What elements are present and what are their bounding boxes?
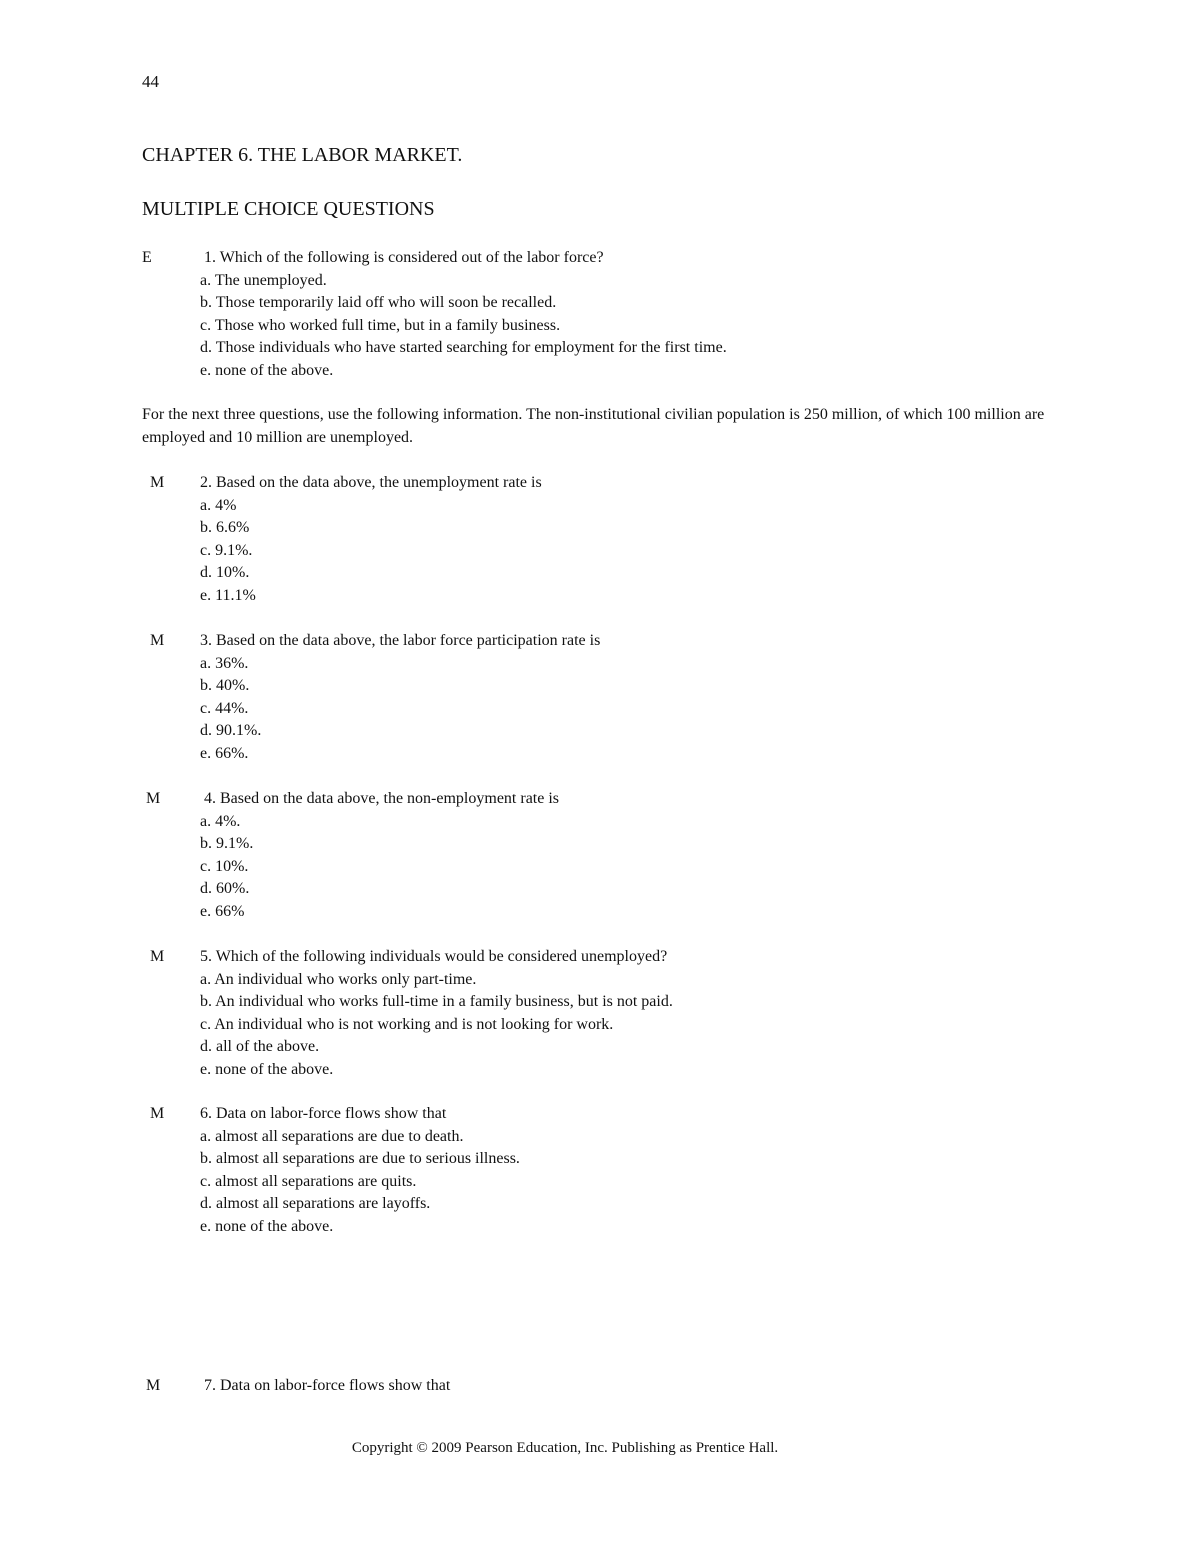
difficulty-label: M <box>150 948 165 965</box>
answer-option: b. almost all separations are due to serious illness. <box>200 1150 520 1168</box>
question-stem: 2. Based on the data above, the unemployment rate is <box>200 474 542 491</box>
answer-option: e. none of the above. <box>200 361 334 379</box>
answer-option: d. 90.1%. <box>200 722 262 740</box>
question-stem: 6. Data on labor-force flows show that <box>200 1105 447 1122</box>
difficulty-label: M <box>150 632 165 649</box>
intro-paragraph: For the next three questions, use the following information. The non-institutional civilian population is 250 million, of which 100 million are employed and 10 million are unemployed. <box>142 406 1045 446</box>
answer-option: d. almost all separations are layoffs. <box>200 1195 431 1213</box>
answer-option: b. An individual who works full-time in a family business, but is not paid. <box>200 993 673 1011</box>
answer-option: a. almost all separations are due to death. <box>200 1127 464 1145</box>
answer-option: d. 10%. <box>200 564 250 582</box>
copyright-footer <box>0 1440 1130 1457</box>
answer-option: d. 60%. <box>200 880 250 898</box>
answer-option: c. Those who worked full time, but in a family business. <box>200 316 561 334</box>
answer-option: c. 44%. <box>200 699 249 717</box>
answer-option: e. 11.1% <box>200 586 256 604</box>
difficulty-label: M <box>146 1377 161 1394</box>
answer-option: a. 36%. <box>200 654 249 672</box>
answer-option: c. An individual who is not working and is not looking for work. <box>200 1015 614 1033</box>
answer-option: a. 4% <box>200 496 237 514</box>
answer-option: b. 9.1%. <box>200 835 254 853</box>
answer-option: e. 66%. <box>200 744 249 762</box>
answer-options <box>200 495 256 608</box>
difficulty-label: E <box>142 249 152 266</box>
copyright-text: Copyright © 2009 Pearson Education, Inc. Publishing as Prentice Hall. <box>351 1440 779 1456</box>
question-stem: 7. Data on labor-force flows show that <box>204 1377 451 1394</box>
answer-options <box>200 969 673 1082</box>
answer-options <box>200 653 261 766</box>
question-stem: 1. Which of the following is considered out of the labor force? <box>204 249 604 266</box>
question-stem: 4. Based on the data above, the non-employment rate is <box>204 790 560 807</box>
answer-option: e. 66% <box>200 902 245 920</box>
answer-option: b. Those temporarily laid off who will soon be recalled. <box>200 294 557 312</box>
section-title: MULTIPLE CHOICE QUESTIONS <box>142 198 435 220</box>
answer-option: d. Those individuals who have started searching for employment for the first time. <box>200 339 727 357</box>
answer-option: e. none of the above. <box>200 1217 334 1235</box>
answer-options <box>200 270 727 383</box>
answer-option: c. 10%. <box>200 857 249 875</box>
chapter-title: CHAPTER 6. THE LABOR MARKET. <box>142 144 463 166</box>
question-stem: 5. Which of the following individuals would be considered unemployed? <box>200 948 668 965</box>
difficulty-label: M <box>150 474 165 491</box>
answer-option: e. none of the above. <box>200 1060 334 1078</box>
answer-option: a. The unemployed. <box>200 271 327 289</box>
answer-option: c. 9.1%. <box>200 541 253 559</box>
answer-option: c. almost all separations are quits. <box>200 1172 417 1190</box>
answer-option: b. 6.6% <box>200 519 250 537</box>
answer-options <box>200 1126 520 1239</box>
answer-options <box>200 811 253 924</box>
difficulty-label: M <box>146 790 161 807</box>
page-number: 44 <box>142 72 159 91</box>
question-stem: 3. Based on the data above, the labor force participation rate is <box>200 632 601 649</box>
answer-option: a. 4%. <box>200 812 241 830</box>
difficulty-label: M <box>150 1105 165 1122</box>
answer-option: a. An individual who works only part-time. <box>200 970 477 988</box>
answer-option: d. all of the above. <box>200 1038 320 1056</box>
answer-option: b. 40%. <box>200 677 250 695</box>
